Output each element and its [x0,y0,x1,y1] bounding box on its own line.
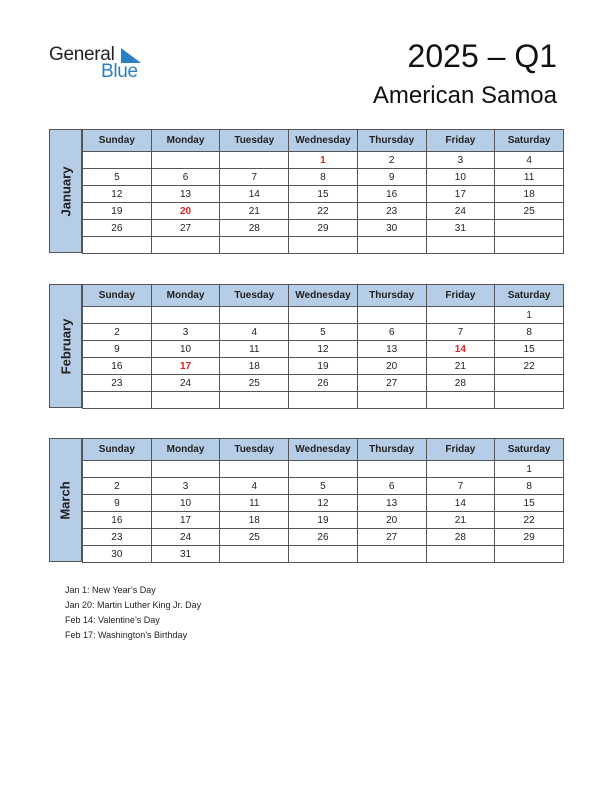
day-cell [289,392,358,409]
day-cell: 3 [151,324,220,341]
day-cell [83,237,152,254]
week-row [83,307,564,324]
holiday-note: Jan 20: Martin Luther King Jr. Day [65,600,202,610]
holiday-note: Jan 1: New Year’s Day [65,585,156,595]
day-cell: 13 [357,341,426,358]
day-cell: 6 [357,478,426,495]
day-cell [83,392,152,409]
day-cell [426,307,495,324]
day-cell: 21 [426,512,495,529]
day-cell: 3 [151,478,220,495]
day-cell [495,220,564,237]
weekday-header: Sunday [83,130,152,152]
day-cell [220,152,289,169]
day-cell: 12 [289,341,358,358]
day-cell: 14 [220,186,289,203]
day-cell: 15 [495,495,564,512]
week-row [83,341,564,358]
day-cell [357,237,426,254]
brand-logo [49,44,149,84]
day-cell [289,307,358,324]
day-cell: 18 [220,512,289,529]
day-cell: 4 [220,478,289,495]
day-cell: 16 [83,358,152,375]
day-cell: 1 [495,461,564,478]
day-cell: 27 [151,220,220,237]
day-cell: 8 [289,169,358,186]
day-cell: 19 [289,358,358,375]
day-cell: 20 [357,512,426,529]
day-cell [426,461,495,478]
day-cell [151,461,220,478]
week-row [83,324,564,341]
day-cell: 28 [426,375,495,392]
week-row [83,375,564,392]
month-calendar-january [49,129,564,253]
month-calendar-march [49,438,564,562]
day-cell [495,392,564,409]
day-cell: 19 [289,512,358,529]
day-cell: 7 [426,324,495,341]
day-cell: 9 [83,341,152,358]
day-cell [289,461,358,478]
day-cell: 20 [151,203,220,220]
day-cell: 22 [289,203,358,220]
week-row [83,203,564,220]
day-cell: 17 [426,186,495,203]
day-cell: 10 [151,495,220,512]
day-cell: 12 [83,186,152,203]
day-cell: 2 [83,478,152,495]
week-row [83,152,564,169]
day-cell: 18 [220,358,289,375]
week-row [83,478,564,495]
weekday-header: Wednesday [289,439,358,461]
day-cell [357,307,426,324]
day-cell: 21 [220,203,289,220]
day-cell: 1 [495,307,564,324]
day-cell: 28 [220,220,289,237]
day-cell: 11 [220,341,289,358]
day-cell: 29 [495,529,564,546]
day-cell: 30 [357,220,426,237]
day-cell: 16 [83,512,152,529]
day-cell: 18 [495,186,564,203]
day-cell [83,461,152,478]
day-cell: 8 [495,478,564,495]
day-cell [220,237,289,254]
holiday-note: Feb 17: Washington’s Birthday [65,630,188,640]
day-cell [426,546,495,563]
day-cell: 7 [426,478,495,495]
month-name: March [58,480,74,520]
day-cell: 17 [151,512,220,529]
day-cell: 30 [83,546,152,563]
week-row [83,169,564,186]
weekday-header: Friday [426,439,495,461]
day-cell: 25 [495,203,564,220]
day-cell [495,237,564,254]
day-cell: 24 [151,375,220,392]
day-cell: 6 [357,324,426,341]
day-cell [426,237,495,254]
day-cell: 11 [495,169,564,186]
weekday-header: Monday [151,130,220,152]
day-cell: 21 [426,358,495,375]
day-cell [83,152,152,169]
day-cell [220,461,289,478]
day-cell: 13 [151,186,220,203]
weekday-header: Tuesday [220,439,289,461]
weekday-header: Saturday [495,130,564,152]
day-cell [220,307,289,324]
day-cell: 10 [151,341,220,358]
day-cell [426,392,495,409]
day-cell [289,237,358,254]
day-cell [495,375,564,392]
day-cell [220,546,289,563]
weekday-header: Friday [426,285,495,307]
day-cell: 17 [151,358,220,375]
day-cell: 26 [289,375,358,392]
day-cell: 1 [289,152,358,169]
week-row [83,358,564,375]
calendar-grid [82,438,564,563]
weekday-header: Monday [151,439,220,461]
week-row [83,546,564,563]
month-label [49,438,82,562]
week-row [83,512,564,529]
day-cell: 5 [289,478,358,495]
day-cell: 9 [357,169,426,186]
day-cell: 19 [83,203,152,220]
weekday-header: Sunday [83,439,152,461]
day-cell [357,461,426,478]
week-row [83,392,564,409]
holiday-notes [65,583,201,643]
weekday-header: Wednesday [289,285,358,307]
day-cell: 3 [426,152,495,169]
day-cell: 5 [289,324,358,341]
day-cell: 9 [83,495,152,512]
day-cell: 27 [357,529,426,546]
month-name: February [58,318,74,374]
day-cell [151,307,220,324]
day-cell: 23 [357,203,426,220]
weekday-header: Wednesday [289,130,358,152]
country-name: American Samoa [372,82,557,109]
day-cell: 14 [426,341,495,358]
day-cell: 14 [426,495,495,512]
day-cell: 15 [495,341,564,358]
day-cell: 29 [289,220,358,237]
day-cell: 2 [83,324,152,341]
weekday-header: Thursday [357,130,426,152]
day-cell: 28 [426,529,495,546]
day-cell [83,307,152,324]
day-cell: 26 [289,529,358,546]
weekday-header: Monday [151,285,220,307]
day-cell [357,392,426,409]
day-cell: 24 [151,529,220,546]
day-cell: 26 [83,220,152,237]
weekday-header: Thursday [357,439,426,461]
day-cell: 20 [357,358,426,375]
day-cell: 6 [151,169,220,186]
week-row [83,529,564,546]
weekday-header: Thursday [357,285,426,307]
day-cell: 2 [357,152,426,169]
day-cell: 13 [357,495,426,512]
day-cell: 23 [83,529,152,546]
day-cell: 11 [220,495,289,512]
day-cell: 15 [289,186,358,203]
day-cell [495,546,564,563]
day-cell: 25 [220,375,289,392]
day-cell: 5 [83,169,152,186]
day-cell [289,546,358,563]
day-cell: 25 [220,529,289,546]
calendar-grid [82,284,564,409]
month-calendar-february [49,284,564,408]
weekday-header-row [83,130,564,152]
calendar-grid [82,129,564,254]
day-cell: 24 [426,203,495,220]
day-cell: 7 [220,169,289,186]
day-cell: 8 [495,324,564,341]
day-cell: 31 [151,546,220,563]
day-cell [357,546,426,563]
week-row [83,461,564,478]
week-row [83,495,564,512]
page-title: 2025 – Q1 [407,38,557,74]
weekday-header-row [83,439,564,461]
week-row [83,220,564,237]
day-cell: 22 [495,358,564,375]
day-cell: 4 [495,152,564,169]
week-row [83,237,564,254]
day-cell: 31 [426,220,495,237]
day-cell: 12 [289,495,358,512]
day-cell [151,152,220,169]
day-cell [151,392,220,409]
day-cell: 22 [495,512,564,529]
day-cell [151,237,220,254]
weekday-header: Saturday [495,439,564,461]
weekday-header: Sunday [83,285,152,307]
day-cell: 4 [220,324,289,341]
day-cell: 23 [83,375,152,392]
week-row [83,186,564,203]
month-name: January [58,166,73,216]
logo-blue-text: Blue [101,61,138,82]
day-cell: 10 [426,169,495,186]
holiday-note: Feb 14: Valentine’s Day [65,615,160,625]
day-cell [220,392,289,409]
month-label [49,129,82,253]
weekday-header: Tuesday [220,285,289,307]
weekday-header: Friday [426,130,495,152]
month-label [49,284,82,408]
weekday-header: Tuesday [220,130,289,152]
weekday-header: Saturday [495,285,564,307]
weekday-header-row [83,285,564,307]
day-cell: 27 [357,375,426,392]
logo-general-text: General [49,44,115,65]
day-cell: 16 [357,186,426,203]
